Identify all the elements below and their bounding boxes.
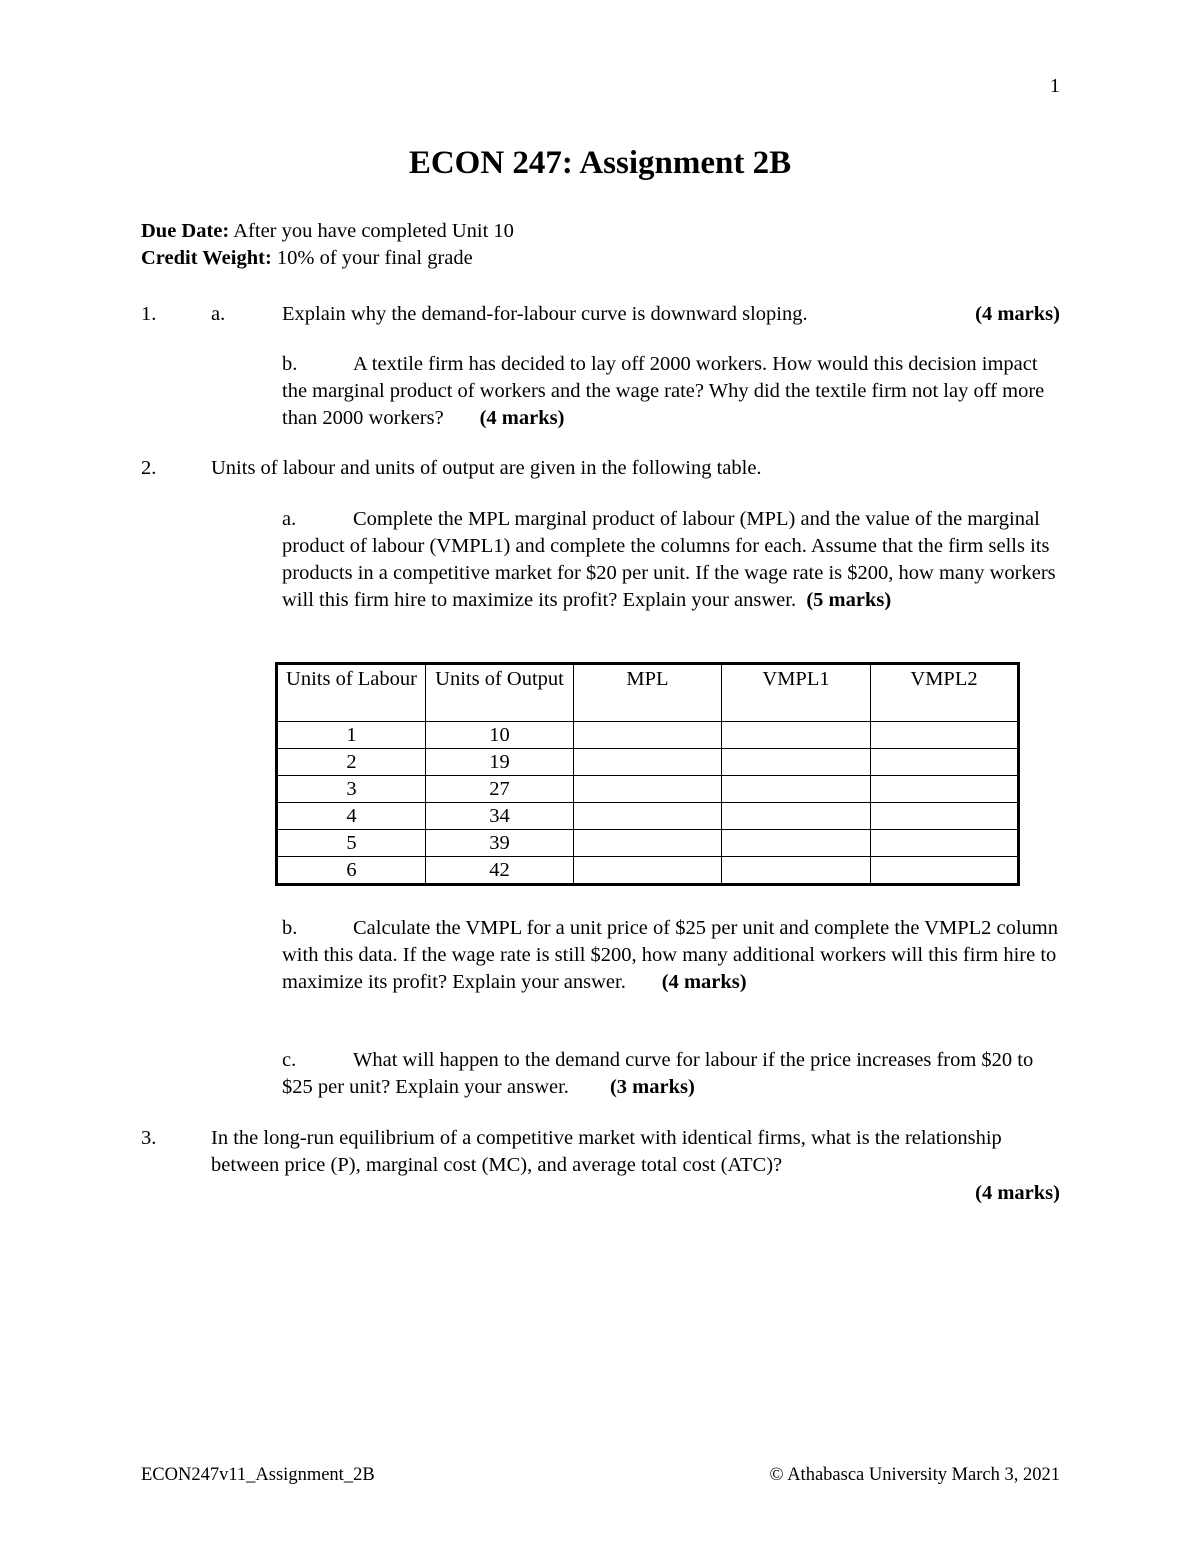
table-header-row — [277, 664, 1019, 722]
table-cell: 39 — [426, 830, 574, 857]
question-1-number: 1. — [141, 303, 157, 325]
question-2a-text: Complete the MPL marginal product of labour (MPL) and the value of the marginal product of labour (VMPL1) and complete the columns for each. Assume that the firm sells its products in a competitive market for $20 per unit. If the wage rate is $200, how many workers will this firm hire to maximize its profit? Explain your answer. — [282, 508, 1056, 611]
question-1b-letter: b. — [282, 353, 298, 375]
question-1a-marks: (4 marks) — [975, 303, 1060, 325]
table-header-cell: Units of Labour — [277, 664, 426, 722]
credit-weight-label: Credit Weight: — [141, 247, 272, 269]
question-2c-letter: c. — [282, 1049, 297, 1071]
table-cell: 6 — [277, 857, 426, 885]
table-cell: 42 — [426, 857, 574, 885]
question-3-number: 3. — [141, 1127, 157, 1149]
question-2b-marks-part2: marks) — [683, 971, 747, 993]
table-cell — [871, 749, 1019, 776]
table-header-cell: VMPL1 — [722, 664, 871, 722]
question-3-text: In the long-run equilibrium of a competitive market with identical firms, what is the relationship between price (P), marginal cost (MC), and average total cost (ATC)? — [211, 1127, 1002, 1176]
table-row — [277, 776, 1019, 803]
table-cell — [574, 830, 722, 857]
table-cell — [574, 749, 722, 776]
table-cell — [574, 857, 722, 885]
table-cell — [871, 776, 1019, 803]
table-row — [277, 857, 1019, 885]
credit-weight-value: 10% of your final grade — [271, 247, 473, 269]
table-cell — [722, 776, 871, 803]
table-cell — [574, 803, 722, 830]
table-cell — [722, 803, 871, 830]
table-cell: 27 — [426, 776, 574, 803]
question-1b — [282, 351, 1060, 432]
table-cell: 19 — [426, 749, 574, 776]
due-date-label: Due Date: — [141, 220, 230, 242]
due-date-value: After you have completed Unit 10 — [229, 220, 514, 242]
table-cell — [722, 749, 871, 776]
question-2c-marks: (3 marks) — [609, 1076, 695, 1098]
table-cell: 34 — [426, 803, 574, 830]
question-2b — [282, 915, 1060, 996]
table-cell — [722, 830, 871, 857]
table-row — [277, 803, 1019, 830]
table-cell — [871, 803, 1019, 830]
table-cell: 10 — [426, 722, 574, 749]
table-cell — [871, 857, 1019, 885]
table-cell: 4 — [277, 803, 426, 830]
table-header-cell: Units of Output — [426, 664, 574, 722]
table-cell: 2 — [277, 749, 426, 776]
question-2-intro: Units of labour and units of output are given in the following table. — [211, 457, 762, 479]
table-cell — [871, 830, 1019, 857]
question-3-marks: (4 marks) — [975, 1182, 1060, 1204]
table-row — [277, 830, 1019, 857]
due-date-line — [141, 218, 1061, 245]
question-2a — [282, 506, 1060, 614]
credit-weight-line — [141, 245, 1061, 272]
table-cell — [871, 722, 1019, 749]
question-2b-letter: b. — [282, 917, 298, 939]
question-1b-marks: (4 marks) — [479, 407, 565, 429]
labour-output-table — [275, 662, 1020, 886]
question-2-number: 2. — [141, 457, 157, 479]
page-title: ECON 247: Assignment 2B — [408, 145, 792, 181]
table-cell — [574, 722, 722, 749]
question-1b-text: A textile firm has decided to lay off 2000 workers. How would this decision impact the marginal product of workers and the wage rate? Why did the textile firm not lay off more than 2000 workers? — [282, 353, 1045, 429]
table-cell: 1 — [277, 722, 426, 749]
question-2a-marks: (5 marks) — [806, 589, 892, 611]
table-row — [277, 749, 1019, 776]
question-1a-letter: a. — [211, 303, 226, 325]
table-cell — [722, 857, 871, 885]
question-1a-text: Explain why the demand-for-labour curve is downward sloping. — [282, 303, 808, 325]
question-2b-text: Calculate the VMPL for a unit price of $25 per unit and complete the VMPL2 column with this data. If the wage rate is still $200, how many additional workers will this firm hire to maximize its profit? Explain your answer. — [282, 917, 1059, 993]
table-header-cell: MPL — [574, 664, 722, 722]
question-2c-text: What will happen to the demand curve for labour if the price increases from $20 to $25 per unit? Explain your answer. — [282, 1049, 1034, 1098]
table-cell: 3 — [277, 776, 426, 803]
table-cell — [574, 776, 722, 803]
question-2c — [282, 1047, 1060, 1101]
table-row — [277, 722, 1019, 749]
question-2a-letter: a. — [282, 508, 297, 530]
footer-copyright: © Athabasca University March 3, 2021 — [769, 1465, 1060, 1485]
table-header-cell: VMPL2 — [871, 664, 1019, 722]
page-number: 1 — [1049, 75, 1060, 97]
table-cell: 5 — [277, 830, 426, 857]
footer-document-id: ECON247v11_Assignment_2B — [141, 1465, 375, 1485]
question-2b-marks-part1: (4 — [661, 971, 679, 993]
table-cell — [722, 722, 871, 749]
